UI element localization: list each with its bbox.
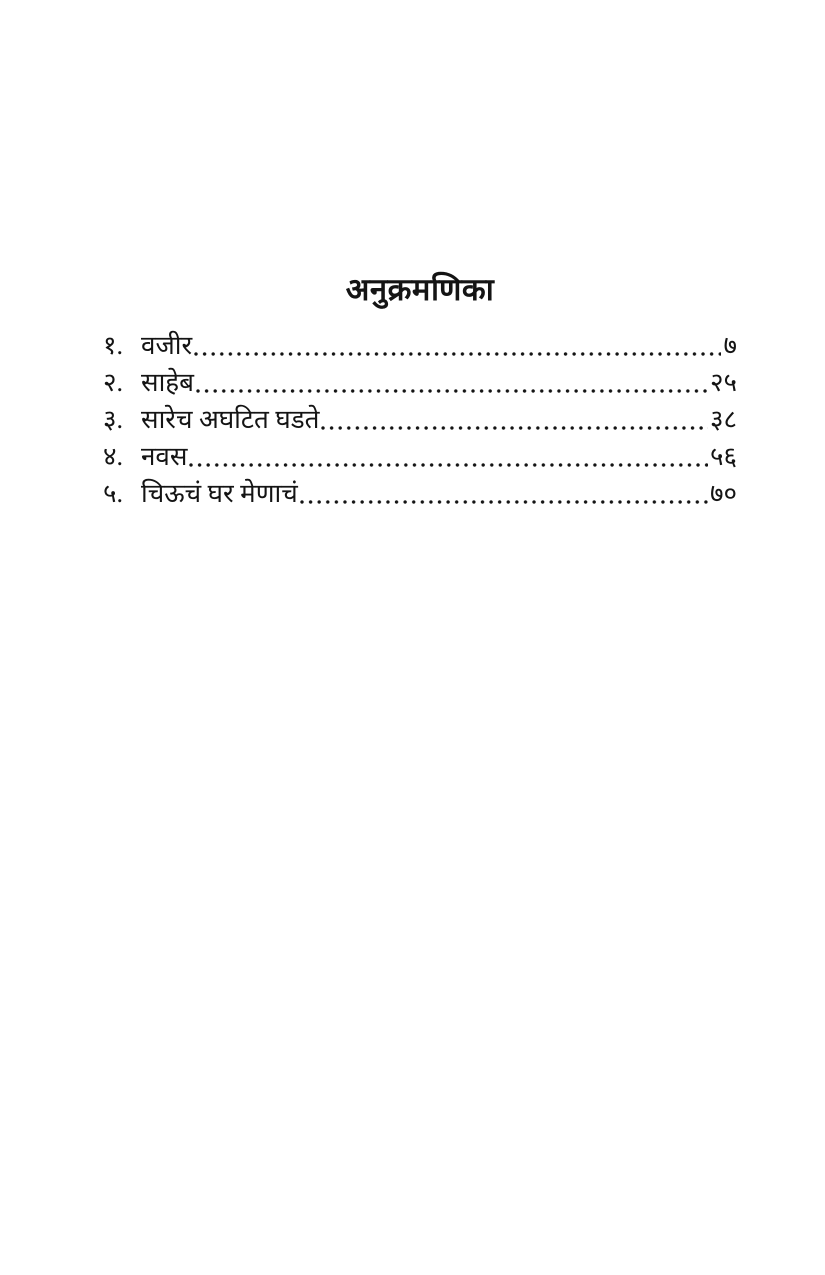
toc-entry-title: साहेब [141, 368, 194, 397]
toc-entry-title: सारेच अघटित घडते [141, 405, 320, 434]
toc-entry-title: वजीर [141, 331, 193, 360]
toc-entry [103, 401, 737, 438]
toc-entry-page: २५ [709, 368, 737, 397]
toc-entry-page: ५६ [709, 442, 737, 471]
toc-content [103, 0, 737, 512]
dot-leader [321, 401, 708, 438]
page-title: अनुक्रमणिका [345, 272, 495, 307]
toc-entry-title: चिऊचं घर मेणाचं [141, 479, 298, 508]
toc-entry [103, 364, 737, 401]
toc-entry-number: २. [103, 368, 124, 397]
dot-leader [196, 364, 708, 401]
dot-leader [300, 475, 708, 512]
toc-entry [103, 475, 737, 512]
toc-entry-page: ३८ [709, 405, 737, 434]
toc-entry-number: १. [103, 331, 124, 360]
toc-entry-number: ३. [103, 405, 124, 434]
toc-entry-page: ७० [709, 479, 737, 508]
toc-entry-number: ५. [103, 479, 124, 508]
dot-leader [189, 438, 707, 475]
toc-entry [103, 327, 737, 364]
toc-entry-number: ४. [103, 442, 124, 471]
toc-entry [103, 438, 737, 475]
toc-entry-title: नवस [141, 442, 188, 471]
dot-leader [194, 327, 721, 364]
toc-entry-page: ७ [723, 331, 737, 360]
toc-list [103, 327, 737, 512]
